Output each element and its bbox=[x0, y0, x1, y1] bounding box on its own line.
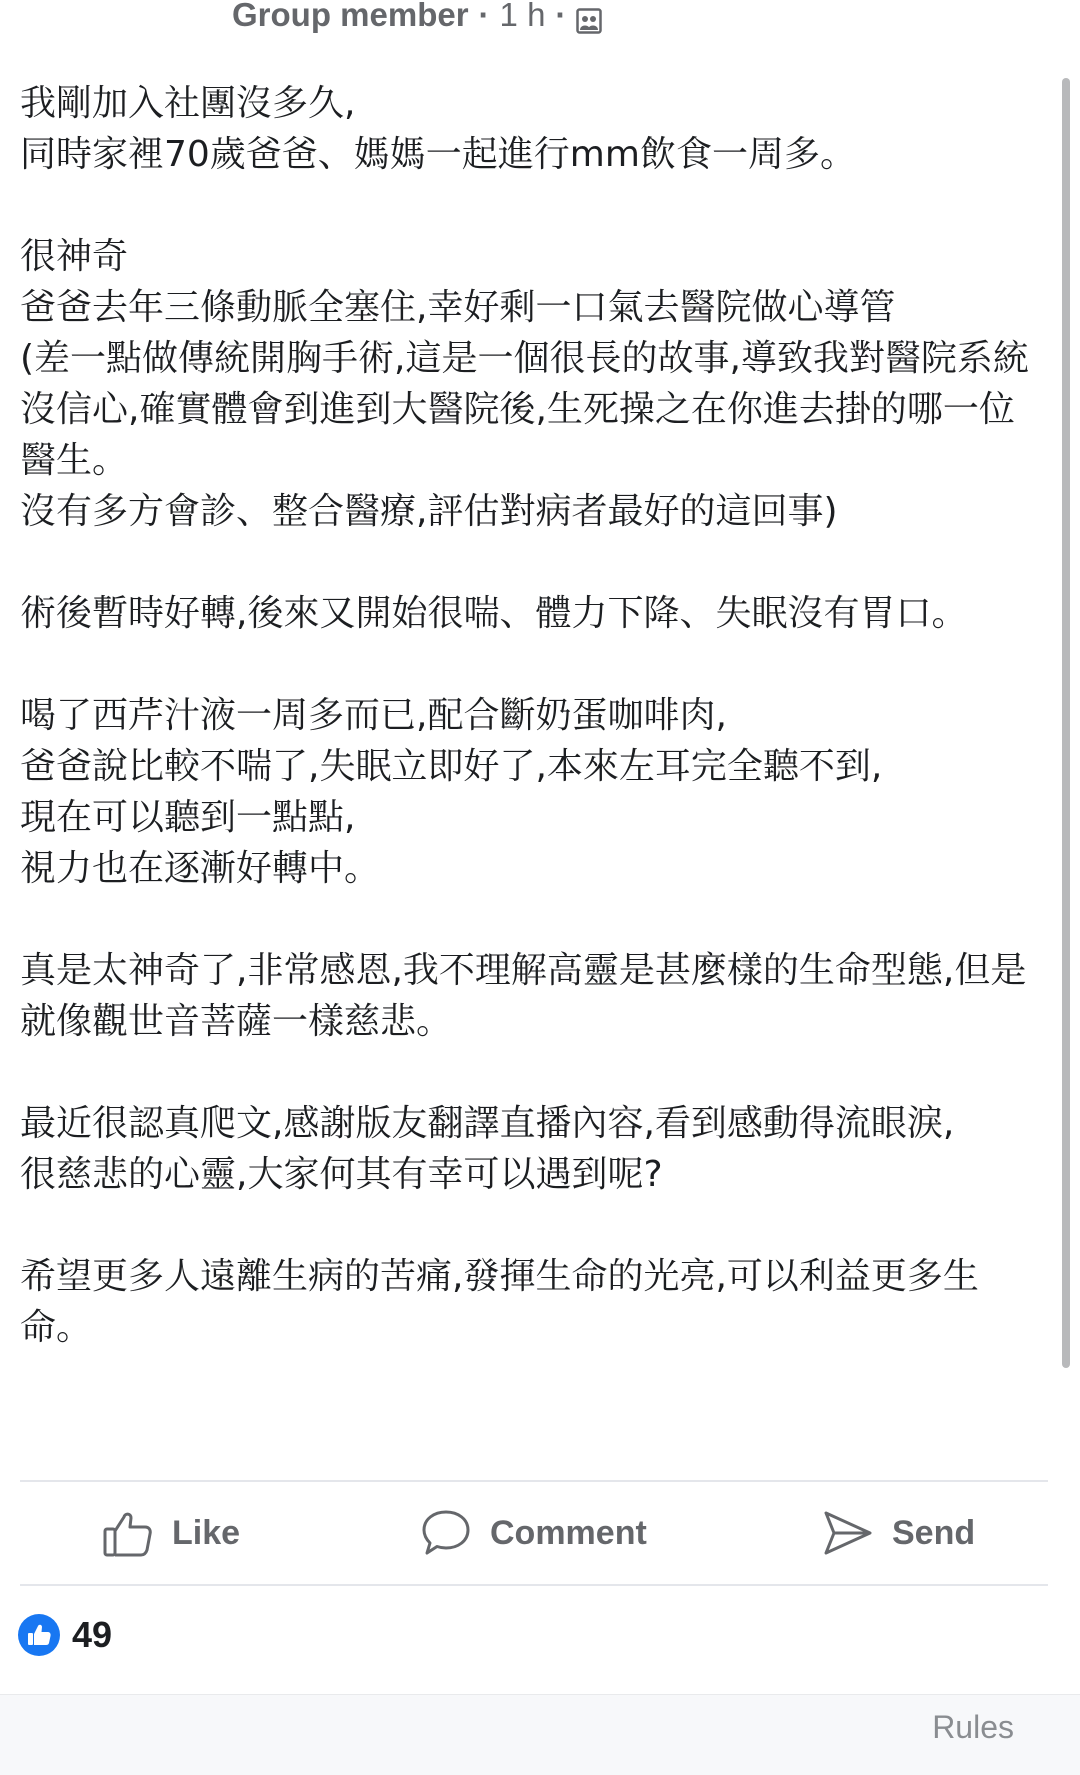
post-time[interactable]: 1 h bbox=[499, 0, 546, 33]
rules-link[interactable]: Rules bbox=[932, 1709, 1014, 1745]
meta-separator: · bbox=[478, 0, 490, 33]
post-text bbox=[20, 78, 1040, 1353]
post-paragraph: 術後暫時好轉,後來又開始很喘、體力下降、失眠沒有胃口。 bbox=[20, 593, 968, 634]
thumbs-up-outline-icon bbox=[102, 1507, 154, 1559]
like-label: Like bbox=[172, 1513, 241, 1552]
thumbs-up-icon bbox=[18, 1614, 60, 1656]
members-icon[interactable] bbox=[576, 4, 602, 30]
post-paragraph: 真是太神奇了,非常感恩,我不理解高靈是甚麼樣的生命型態,但是就像觀世音菩薩一樣慈悲。 bbox=[20, 950, 1027, 1042]
comment-label: Comment bbox=[490, 1513, 647, 1552]
like-button[interactable] bbox=[102, 1504, 240, 1562]
post-header bbox=[0, 0, 1080, 40]
post-paragraph: 希望更多人遠離生病的苦痛,發揮生命的光亮,可以利益更多生命。 bbox=[20, 1256, 979, 1348]
send-button[interactable] bbox=[822, 1504, 975, 1562]
footer-bar bbox=[0, 1694, 1080, 1775]
post-paragraph: 我剛加入社團沒多久, 同時家裡70歲爸爸、媽媽一起進行mm飲食一周多。 bbox=[20, 83, 856, 175]
send-arrow-icon bbox=[822, 1507, 874, 1559]
scrollbar[interactable] bbox=[1062, 78, 1070, 1368]
send-label: Send bbox=[892, 1513, 976, 1552]
comment-button[interactable] bbox=[420, 1504, 647, 1562]
actions-divider-bottom bbox=[20, 1584, 1048, 1586]
author-role-label[interactable]: Group member bbox=[232, 0, 469, 33]
post-paragraph: 喝了西芹汁液一周多而已,配合斷奶蛋咖啡肉, 爸爸說比較不喘了,失眠立即好了,本來左耳完全聽不到, 現在可以聽到一點點, 視力也在逐漸好轉中。 bbox=[20, 695, 883, 889]
post-paragraph: 很神奇 爸爸去年三條動脈全塞住,幸好剩一口氣去醫院做心導管 (差一點做傳統開胸手術,這是一個很長的故事,導致我對醫院系統沒信心,確實體會到進到大醫院後,生死操之在你進去掛的哪一位醫生。 沒有多方會診、整合醫療,評估對病者最好的這回事) bbox=[20, 236, 1029, 532]
post-actions-bar bbox=[0, 1482, 1080, 1584]
post-meta bbox=[232, 0, 602, 34]
reactions-summary[interactable] bbox=[18, 1614, 112, 1656]
meta-separator: · bbox=[555, 0, 567, 33]
post-paragraph: 最近很認真爬文,感謝版友翻譯直播內容,看到感動得流眼淚, 很慈悲的心靈,大家何其有幸可以遇到呢? bbox=[20, 1103, 955, 1195]
reaction-count: 49 bbox=[72, 1614, 113, 1655]
comment-bubble-icon bbox=[420, 1507, 472, 1559]
